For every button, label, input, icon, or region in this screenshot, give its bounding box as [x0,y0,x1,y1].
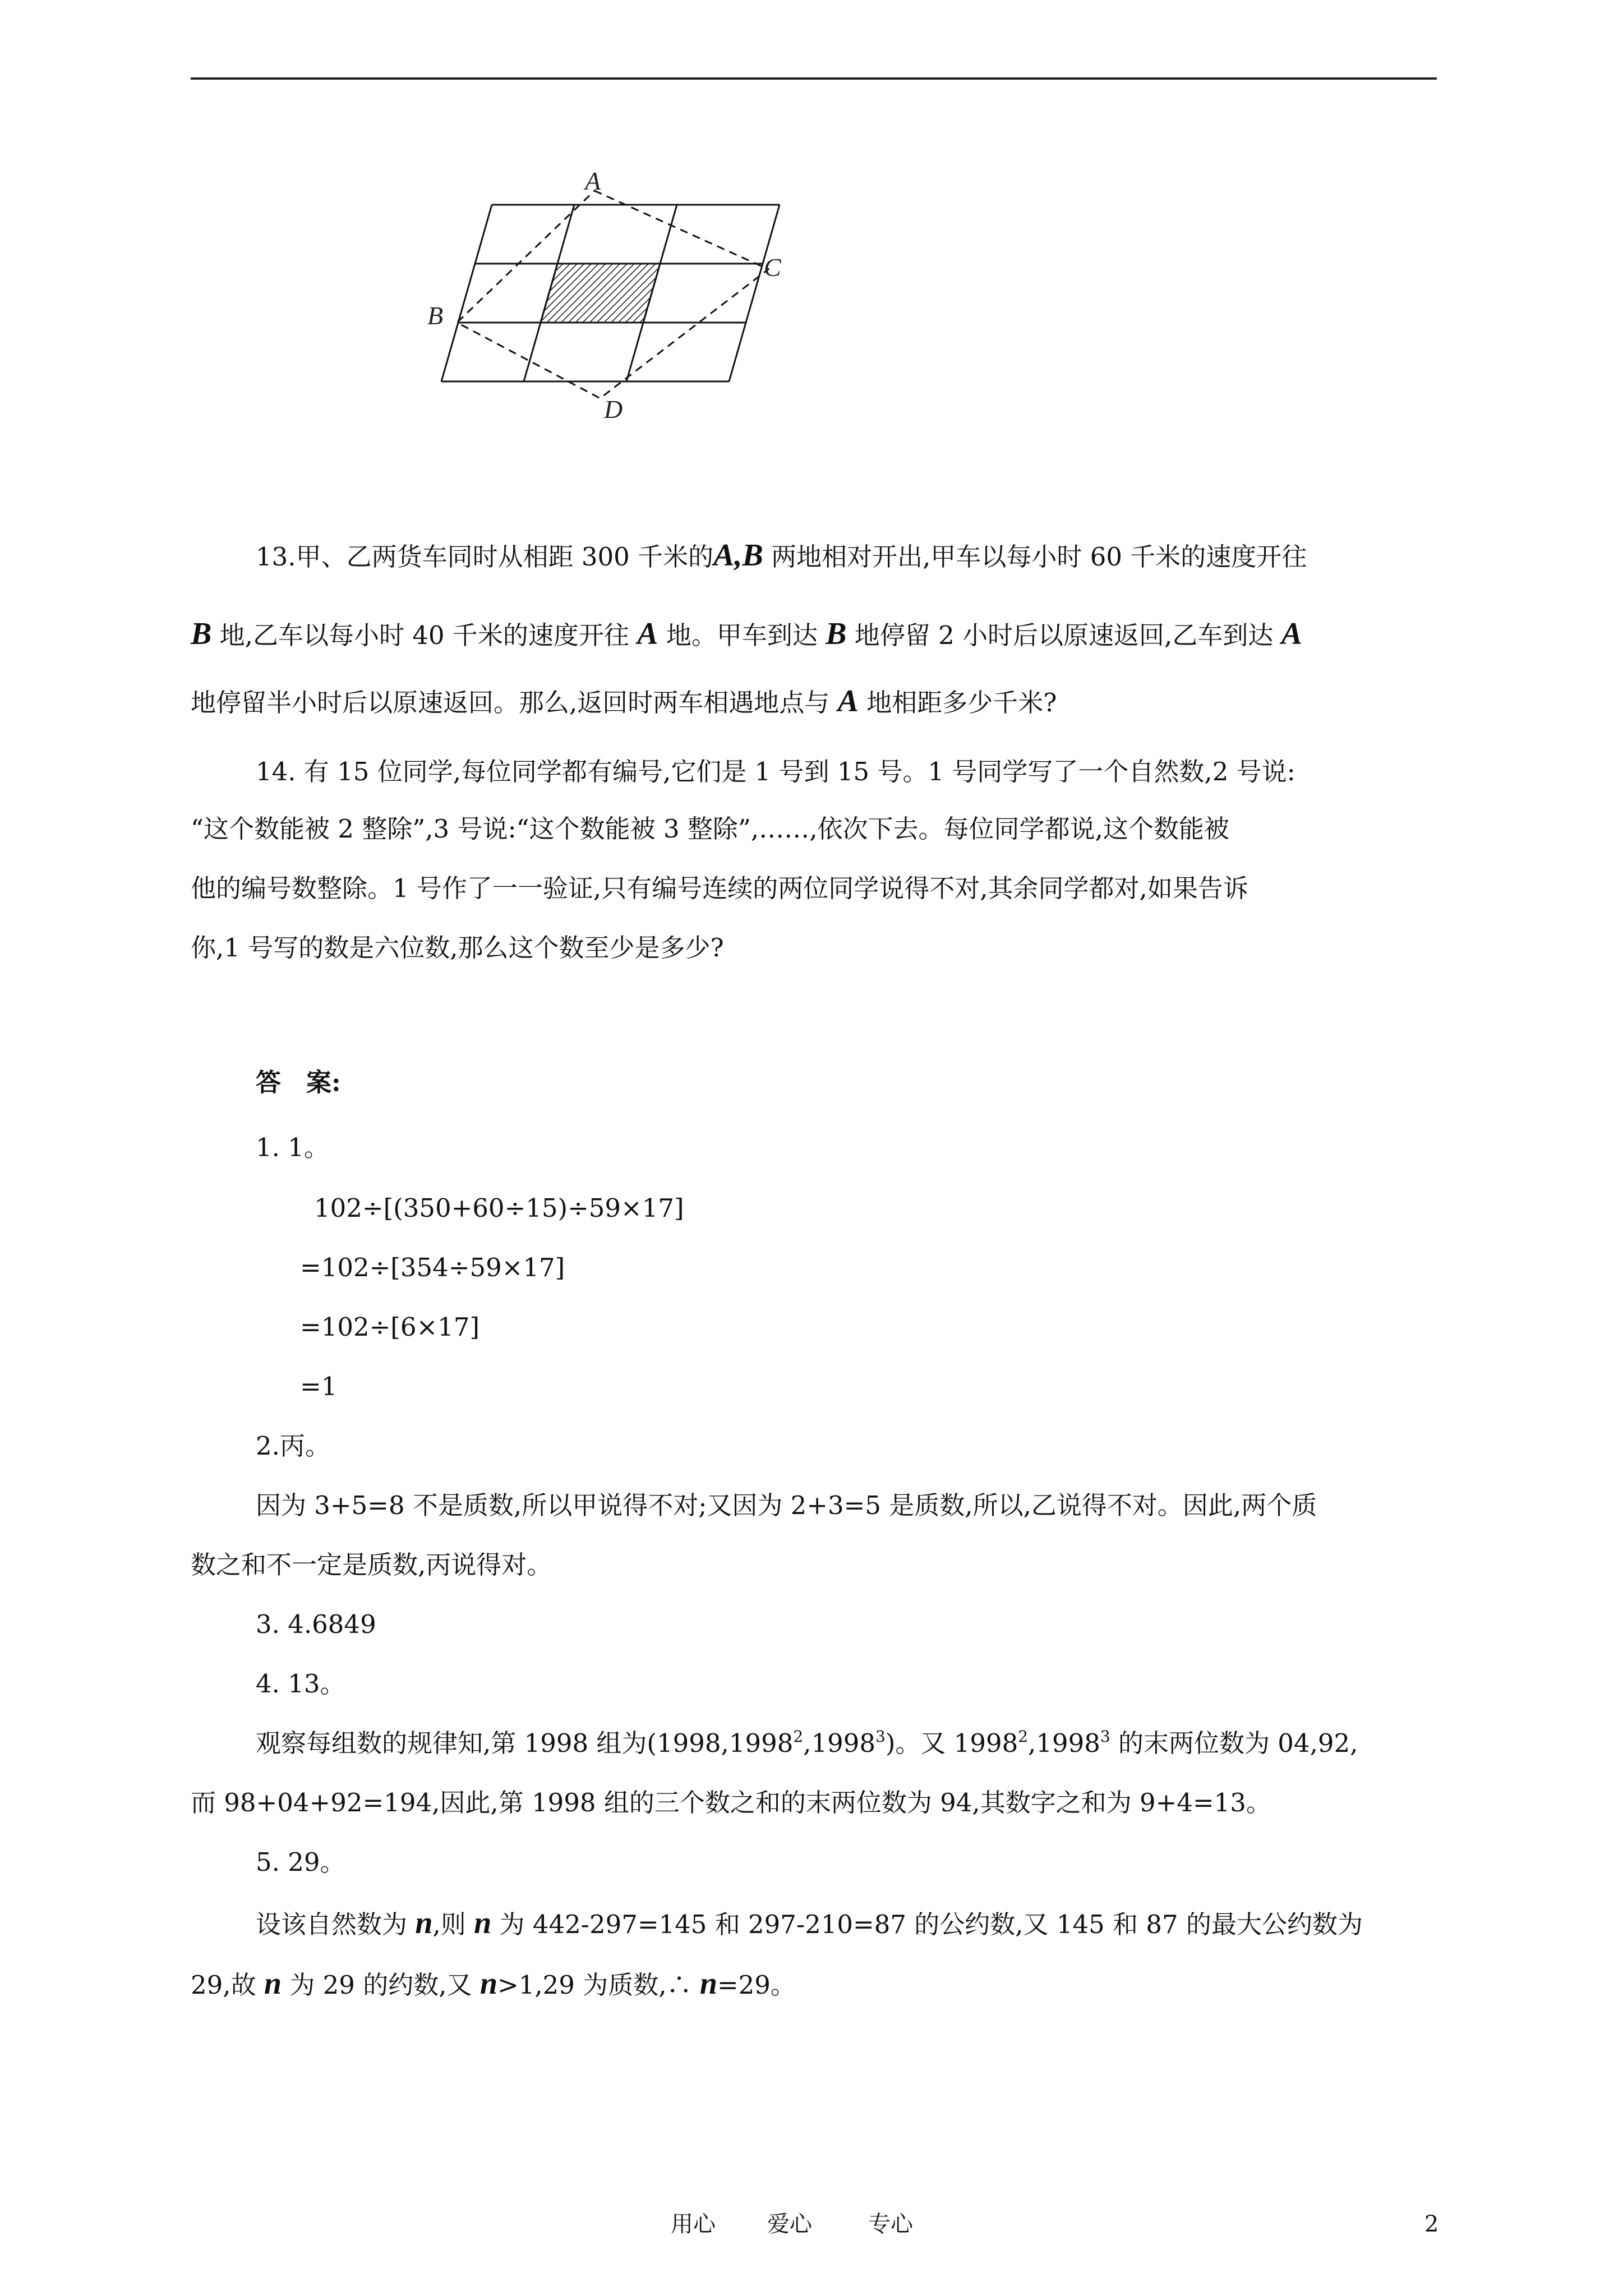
superscript: 3 [875,1727,886,1746]
answer-5-text: 为 29 的约数,又 [282,1970,480,2000]
footer-motto-3: 专心 [868,2211,913,2237]
answer-5-text: 设该自然数为 [256,1910,416,1939]
q13-var-b: B [191,616,212,651]
answers-heading: 答 案: [256,1068,341,1097]
footer-motto-2: 爱心 [767,2211,812,2237]
answer-5-text: =29。 [717,1970,796,2000]
superscript: 3 [1100,1727,1110,1746]
q13-l3-t1: 地停留半小时后以原速返回。那么,返回时两车相遇地点与 [191,688,838,717]
answer-4-line-2: 而 98+04+92=194,因此,第 1998 组的三个数之和的末两位数为 94,其数字之和为 9+4=13。 [191,1788,1271,1818]
q13-var-b: B [742,538,763,573]
q13-l3-t2: 地相距多少千米? [858,688,1057,717]
page-number: 2 [1424,2211,1439,2237]
answer-1-step-4: =1 [300,1372,338,1401]
var-n: n [264,1966,282,2001]
answer-4-text: 的末两位数为 04,92, [1110,1728,1358,1758]
answer-2-line-1: 因为 3+5=8 不是质数,所以甲说得不对;又因为 2+3=5 是质数,所以,乙说得不对。因此,两个质 [256,1490,1317,1520]
answer-4-text: 观察每组数的规律知,第 1998 组为(1998,1998 [256,1728,794,1758]
var-n: n [699,1966,717,2001]
vertex-label-d: D [604,395,623,424]
q14-line-1: 14. 有 15 位同学,每位同学都有编号,它们是 1 号到 15 号。1 号同学写了一个自然数,2 号说: [256,757,1295,786]
q13-line-1 [256,539,1307,574]
q13-var-a: A [1281,616,1302,651]
var-n: n [479,1966,497,2001]
q13-line-2 [191,617,1302,652]
superscript: 2 [793,1727,804,1746]
q13-l1-t1: 13.甲、乙两货车同时从相距 300 千米的 [256,542,714,572]
answer-2: 2.丙。 [256,1431,330,1461]
answer-4-text: )。又 1998 [885,1728,1018,1758]
answer-4: 4. 13。 [256,1669,345,1699]
answer-1: 1. 1。 [256,1133,329,1162]
shaded-cell [541,264,660,323]
answer-5-text: 29,故 [191,1970,264,2000]
answer-4-text: ,1998 [1028,1728,1100,1758]
answer-5: 5. 29。 [256,1847,345,1877]
answer-5-line-2 [191,1967,796,2002]
answer-5-text: >1,29 为质数,∴ [497,1970,700,2000]
var-n: n [474,1906,492,1940]
q13-var-a: A [637,616,658,651]
answer-3: 3. 4.6849 [256,1609,376,1639]
q13-l2-t1: 地,乙车以每小时 40 千米的速度开往 [211,620,638,650]
footer-motto-1: 用心 [671,2211,716,2237]
answer-1-step-2: =102÷[354÷59×17] [300,1253,565,1282]
answer-4-text: ,1998 [803,1728,875,1758]
var-n: n [415,1906,433,1940]
answer-1-step-3: =102÷[6×17] [300,1312,480,1342]
answer-2-line-2: 数之和不一定是质数,丙说得对。 [191,1550,552,1580]
q14-line-4: 你,1 号写的数是六位数,那么这个数至少是多少? [191,933,724,963]
vertex-label-a: A [585,168,601,195]
q13-var-a: A [837,684,859,719]
answer-5-text: 为 442-297=145 和 297-210=87 的公约数,又 145 和 87 的最大公约数为 [491,1910,1363,1939]
answer-4-line-1 [256,1727,1358,1760]
q14-line-3: 他的编号数整除。1 号作了一一验证,只有编号连续的两位同学说得不对,其余同学都对,如果告诉 [191,873,1248,903]
parallelogram-grid-figure [415,168,808,426]
vertex-label-c: C [764,253,781,282]
vertex-label-b: B [427,301,444,330]
q13-var-b: B [826,616,847,651]
q13-l2-t2: 地。甲车到达 [658,620,826,650]
answer-5-line-1 [256,1906,1363,1941]
q14-line-2: “这个数能被 2 整除”,3 号说:“这个数能被 3 整除”,……,依次下去。每位同学都说,这个数能被 [191,814,1229,844]
q13-l1-t3: 两地相对开出,甲车以每小时 60 千米的速度开往 [763,542,1307,572]
answer-1-step-1: 102÷[(350+60÷15)÷59×17] [314,1193,684,1223]
q13-var-a: A [713,538,735,573]
superscript: 2 [1018,1727,1029,1746]
q13-l2-t3: 地停留 2 小时后以原速返回,乙车到达 [846,620,1281,650]
answer-5-text: ,则 [432,1910,474,1939]
q13-comma: , [734,538,743,573]
header-rule [191,77,1437,80]
q13-line-3 [191,684,1057,720]
